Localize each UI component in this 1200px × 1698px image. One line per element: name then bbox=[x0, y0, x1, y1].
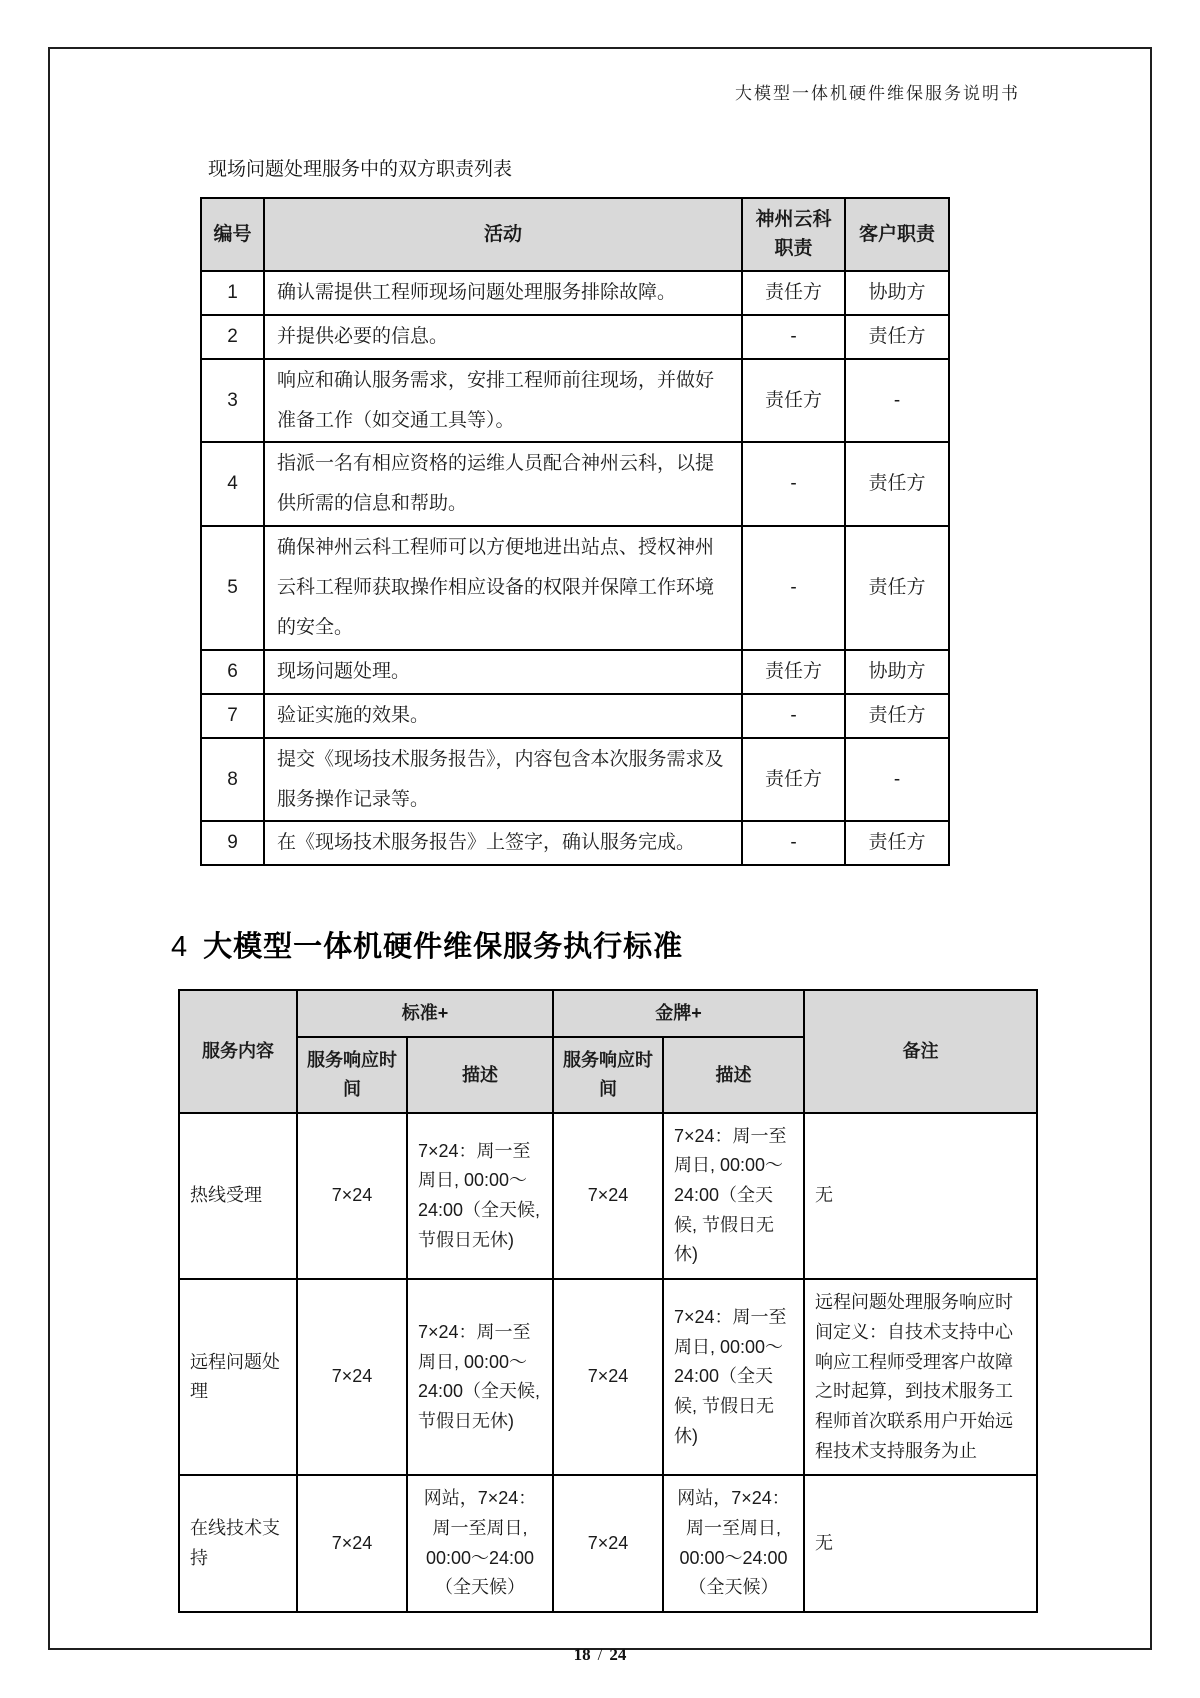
row-number: 4 bbox=[201, 442, 264, 526]
row-vendor-role: 责任方 bbox=[742, 359, 845, 443]
row-standard-time: 7×24 bbox=[297, 1475, 407, 1612]
row-vendor-role: 责任方 bbox=[742, 650, 845, 694]
t1-header-vendor: 神州云科职责 bbox=[742, 198, 845, 271]
responsibility-table-header bbox=[201, 198, 949, 271]
row-activity: 指派一名有相应资格的运维人员配合神州云科，以提供所需的信息和帮助。 bbox=[264, 442, 742, 526]
row-gold-time: 7×24 bbox=[553, 1279, 663, 1475]
row-activity: 确保神州云科工程师可以方便地进出站点、授权神州云科工程师获取操作相应设备的权限并保障工作环境的安全。 bbox=[264, 526, 742, 650]
row-customer-role: 责任方 bbox=[845, 442, 949, 526]
doc-header-title: 大模型一体机硬件维保服务说明书 bbox=[735, 84, 1020, 103]
t2-subheader-description: 描述 bbox=[407, 1037, 553, 1113]
t2-header-gold-group: 金牌+ bbox=[553, 990, 804, 1037]
table-row bbox=[201, 359, 949, 443]
table-row bbox=[201, 526, 949, 650]
table-row bbox=[201, 694, 949, 738]
row-customer-role: 协助方 bbox=[845, 650, 949, 694]
table-row bbox=[201, 821, 949, 865]
section-title: 大模型一体机硬件维保服务执行标准 bbox=[203, 931, 684, 964]
row-number: 1 bbox=[201, 271, 264, 315]
row-activity: 在《现场技术服务报告》上签字，确认服务完成。 bbox=[264, 821, 742, 865]
table-row bbox=[179, 1475, 1037, 1612]
page-number-separator: / bbox=[597, 1645, 603, 1665]
row-vendor-role: - bbox=[742, 526, 845, 650]
row-number: 5 bbox=[201, 526, 264, 650]
t2-header-remark: 备注 bbox=[804, 990, 1037, 1112]
table-row bbox=[201, 738, 949, 822]
row-vendor-role: - bbox=[742, 442, 845, 526]
row-service: 在线技术支持 bbox=[179, 1475, 297, 1612]
t1-header-activity: 活动 bbox=[264, 198, 742, 271]
section-number: 4 bbox=[171, 931, 188, 964]
t1-header-number: 编号 bbox=[201, 198, 264, 271]
row-service: 远程问题处理 bbox=[179, 1279, 297, 1475]
row-activity: 并提供必要的信息。 bbox=[264, 315, 742, 359]
t2-subheader-response-time: 服务响应时间 bbox=[297, 1037, 407, 1113]
page-number-total: 24 bbox=[609, 1645, 627, 1665]
row-customer-role: - bbox=[845, 359, 949, 443]
row-vendor-role: - bbox=[742, 821, 845, 865]
table-row bbox=[201, 650, 949, 694]
t1-header-customer: 客户职责 bbox=[845, 198, 949, 271]
row-number: 2 bbox=[201, 315, 264, 359]
row-service: 热线受理 bbox=[179, 1113, 297, 1279]
table-row bbox=[201, 315, 949, 359]
row-remark: 无 bbox=[804, 1475, 1037, 1612]
row-activity: 验证实施的效果。 bbox=[264, 694, 742, 738]
row-gold-time: 7×24 bbox=[553, 1475, 663, 1612]
row-number: 9 bbox=[201, 821, 264, 865]
row-vendor-role: 责任方 bbox=[742, 271, 845, 315]
page-border bbox=[48, 47, 1152, 1665]
row-customer-role: 协助方 bbox=[845, 271, 949, 315]
row-customer-role: 责任方 bbox=[845, 315, 949, 359]
section-heading bbox=[171, 924, 1150, 965]
row-standard-desc: 7×24：周一至周日, 00:00～24:00（全天候, 节假日无休) bbox=[407, 1113, 553, 1279]
sla-table-header bbox=[179, 990, 1037, 1112]
row-number: 3 bbox=[201, 359, 264, 443]
intro-text: 现场问题处理服务中的双方职责列表 bbox=[208, 159, 513, 180]
row-customer-role: - bbox=[845, 738, 949, 822]
t2-subheader-response-time: 服务响应时间 bbox=[553, 1037, 663, 1113]
row-number: 6 bbox=[201, 650, 264, 694]
row-standard-desc: 7×24：周一至周日, 00:00～24:00（全天候, 节假日无休) bbox=[407, 1279, 553, 1475]
row-number: 7 bbox=[201, 694, 264, 738]
t2-header-standard-group: 标准+ bbox=[297, 990, 553, 1037]
row-customer-role: 责任方 bbox=[845, 526, 949, 650]
page-number-current: 18 bbox=[573, 1645, 591, 1665]
row-activity: 响应和确认服务需求，安排工程师前往现场，并做好准备工作（如交通工具等）。 bbox=[264, 359, 742, 443]
row-activity: 提交《现场技术服务报告》，内容包含本次服务需求及服务操作记录等。 bbox=[264, 738, 742, 822]
row-activity: 现场问题处理。 bbox=[264, 650, 742, 694]
t2-subheader-description: 描述 bbox=[663, 1037, 804, 1113]
table-row bbox=[179, 1279, 1037, 1475]
table-row bbox=[179, 1113, 1037, 1279]
table-row bbox=[201, 442, 949, 526]
row-vendor-role: 责任方 bbox=[742, 738, 845, 822]
row-number: 8 bbox=[201, 738, 264, 822]
row-customer-role: 责任方 bbox=[845, 821, 949, 865]
row-standard-time: 7×24 bbox=[297, 1279, 407, 1475]
row-standard-desc: 网站，7×24：周一至周日, 00:00～24:00（全天候） bbox=[407, 1475, 553, 1612]
row-gold-desc: 7×24：周一至周日, 00:00～24:00（全天候, 节假日无休) bbox=[663, 1113, 804, 1279]
row-gold-time: 7×24 bbox=[553, 1113, 663, 1279]
table-row bbox=[201, 271, 949, 315]
row-vendor-role: - bbox=[742, 315, 845, 359]
row-vendor-role: - bbox=[742, 694, 845, 738]
row-gold-desc: 网站，7×24：周一至周日, 00:00～24:00（全天候） bbox=[663, 1475, 804, 1612]
row-activity: 确认需提供工程师现场问题处理服务排除故障。 bbox=[264, 271, 742, 315]
sla-table bbox=[178, 989, 1038, 1613]
responsibility-table bbox=[200, 197, 950, 866]
row-gold-desc: 7×24：周一至周日, 00:00～24:00（全天候, 节假日无休) bbox=[663, 1279, 804, 1475]
row-remark: 无 bbox=[804, 1113, 1037, 1279]
t2-header-service: 服务内容 bbox=[179, 990, 297, 1112]
row-remark: 远程问题处理服务响应时间定义：自技术支持中心响应工程师受理客户故障之时起算，到技术服务工程师首次联系用户开始远程技术支持服务为止 bbox=[804, 1279, 1037, 1475]
page-footer bbox=[50, 1645, 1150, 1665]
row-customer-role: 责任方 bbox=[845, 694, 949, 738]
row-standard-time: 7×24 bbox=[297, 1113, 407, 1279]
